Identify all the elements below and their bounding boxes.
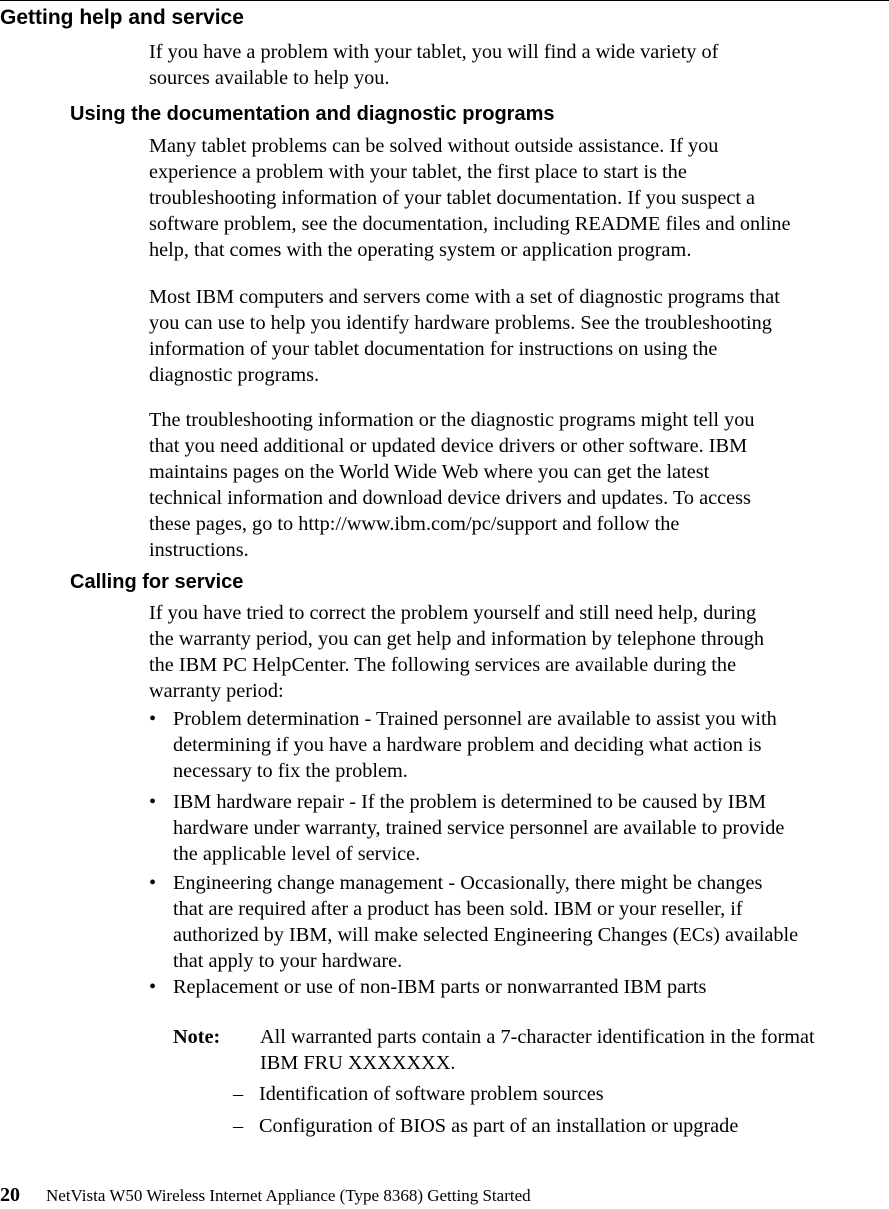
dash-mark: – — [233, 1083, 244, 1105]
bullet-mark: • — [149, 708, 157, 730]
dash-mark: – — [233, 1115, 244, 1137]
bullet-mark: • — [149, 976, 157, 998]
footer-title: NetVista W50 Wireless Internet Appliance (Type 8368) Getting Started — [46, 1186, 531, 1205]
documentation-paragraph-3: The troubleshooting information or the diagnostic programs might tell you that you need additional or updated device drivers or other software. IBM maintains pages on the World Wide Web where you can get the latest technical information and download device drivers and updates. To access these pages, go to http://www.ibm.com/pc/support and follow the instructions. — [149, 409, 755, 561]
list-item: • Replacement or use of non-IBM parts or nonwarranted IBM parts — [149, 976, 707, 998]
documentation-paragraph-1: Many tablet problems can be solved without outside assistance. If you experience a problem with your tablet, the first place to start is the troubleshooting information of your tablet documentation. If you suspect a software problem, see the documentation, including README files and online help, that comes with the operating system or application program. — [149, 135, 791, 261]
note-label: Note: — [173, 1026, 221, 1048]
section-intro: If you have a problem with your tablet, you will find a wide variety of sources available to help you. — [149, 41, 719, 89]
bullet-mark: • — [149, 872, 157, 894]
list-item: • Problem determination - Trained personnel are available to assist you with determining if you have a hardware problem and deciding what action is necessary to fix the problem. — [149, 708, 777, 782]
page-footer — [0, 1182, 531, 1208]
bullet-mark: • — [149, 791, 157, 813]
section-title: Getting help and service — [0, 6, 244, 29]
documentation-paragraph-2: Most IBM computers and servers come with a set of diagnostic programs that you can use to help you identify hardware problems. See the troubleshooting information of your tablet documentation for instructions on using the diagnostic programs. — [149, 286, 780, 386]
calling-heading: Calling for service — [70, 571, 244, 593]
top-rule — [0, 0, 889, 1]
dash-item: – Configuration of BIOS as part of an installation or upgrade — [233, 1115, 739, 1137]
note-block: Note: All warranted parts contain a 7-character identification in the format IBM FRU XXXXXXX. — [173, 1026, 815, 1074]
documentation-heading: Using the documentation and diagnostic programs — [70, 103, 555, 125]
list-item: • IBM hardware repair - If the problem is determined to be caused by IBM hardware under warranty, trained service personnel are available to provide the applicable level of service. — [149, 791, 785, 865]
dash-item: – Identification of software problem sources — [233, 1083, 604, 1105]
list-item: • Engineering change management - Occasionally, there might be changes that are required after a product has been sold. IBM or your reseller, if authorized by IBM, will make selected Engineering Changes (ECs) available that apply to your hardware. — [149, 872, 799, 972]
page-number: 20 — [0, 1184, 20, 1206]
calling-intro: If you have tried to correct the problem yourself and still need help, during the warranty period, you can get help and information by telephone through the IBM PC HelpCenter. The following services are available during the warranty period: — [149, 602, 765, 702]
